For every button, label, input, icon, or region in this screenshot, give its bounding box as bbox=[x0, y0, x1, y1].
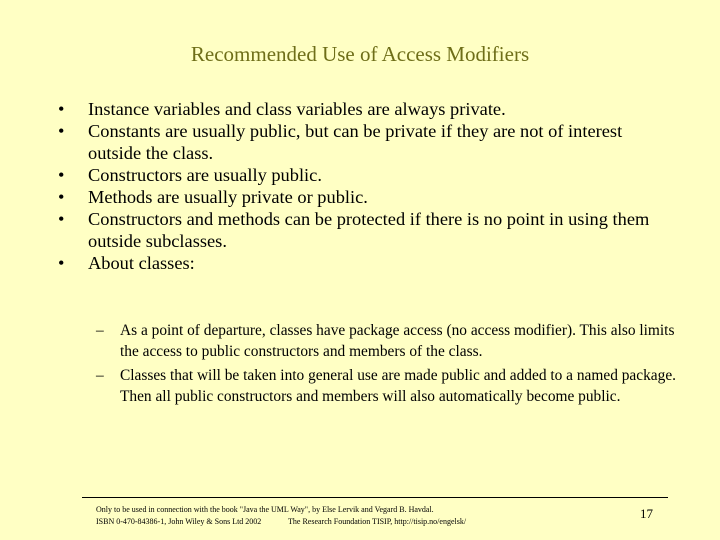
bullet-text: About classes: bbox=[88, 253, 195, 273]
footer-line1: Only to be used in connection with the book "Java the UML Way", by Else Lervik and Vegard B. Havdal. bbox=[96, 505, 434, 514]
bullet-item bbox=[58, 164, 678, 186]
bullet-marker: • bbox=[58, 165, 65, 185]
bullet-item bbox=[58, 252, 678, 274]
sub-bullet-item bbox=[96, 320, 676, 362]
footer bbox=[96, 504, 576, 528]
bullet-marker: • bbox=[58, 121, 65, 141]
bullet-text: Constructors are usually public. bbox=[88, 165, 322, 185]
sub-bullet-list bbox=[96, 320, 676, 410]
bullet-text: Methods are usually private or public. bbox=[88, 187, 368, 207]
sub-bullet-item bbox=[96, 365, 676, 407]
bullet-item bbox=[58, 98, 678, 120]
bullet-text: Instance variables and class variables are always private. bbox=[88, 99, 506, 119]
bullet-marker: • bbox=[58, 99, 65, 119]
bullet-marker: • bbox=[58, 187, 65, 207]
bullet-item bbox=[58, 208, 678, 252]
footer-isbn: ISBN 0-470-84386-1, John Wiley & Sons Ltd 2002 bbox=[96, 517, 262, 526]
bullet-text: Constants are usually public, but can be private if they are not of interest outside the class. bbox=[88, 121, 623, 163]
dash-marker: – bbox=[96, 322, 104, 339]
bullet-item bbox=[58, 120, 678, 164]
footer-divider bbox=[82, 497, 668, 498]
page-number: 17 bbox=[640, 506, 653, 521]
bullet-item bbox=[58, 186, 678, 208]
bullet-marker: • bbox=[58, 253, 65, 273]
sub-bullet-text: Classes that will be taken into general use are made public and added to a named package. Then all public constructors and members will also automatically become public. bbox=[120, 367, 676, 405]
slide-title: Recommended Use of Access Modifiers bbox=[190, 42, 530, 66]
footer-line2 bbox=[96, 516, 576, 528]
dash-marker: – bbox=[96, 367, 104, 384]
footer-publisher: The Research Foundation TISIP, http://tisip.no/engelsk/ bbox=[288, 517, 467, 526]
bullet-marker: • bbox=[58, 209, 65, 229]
bullet-text: Constructors and methods can be protected if there is no point in using them outside subclasses. bbox=[88, 209, 650, 251]
sub-bullet-text: As a point of departure, classes have package access (no access modifier). This also limits the access to public constructors and members of the class. bbox=[120, 322, 675, 360]
bullet-list bbox=[58, 98, 678, 274]
